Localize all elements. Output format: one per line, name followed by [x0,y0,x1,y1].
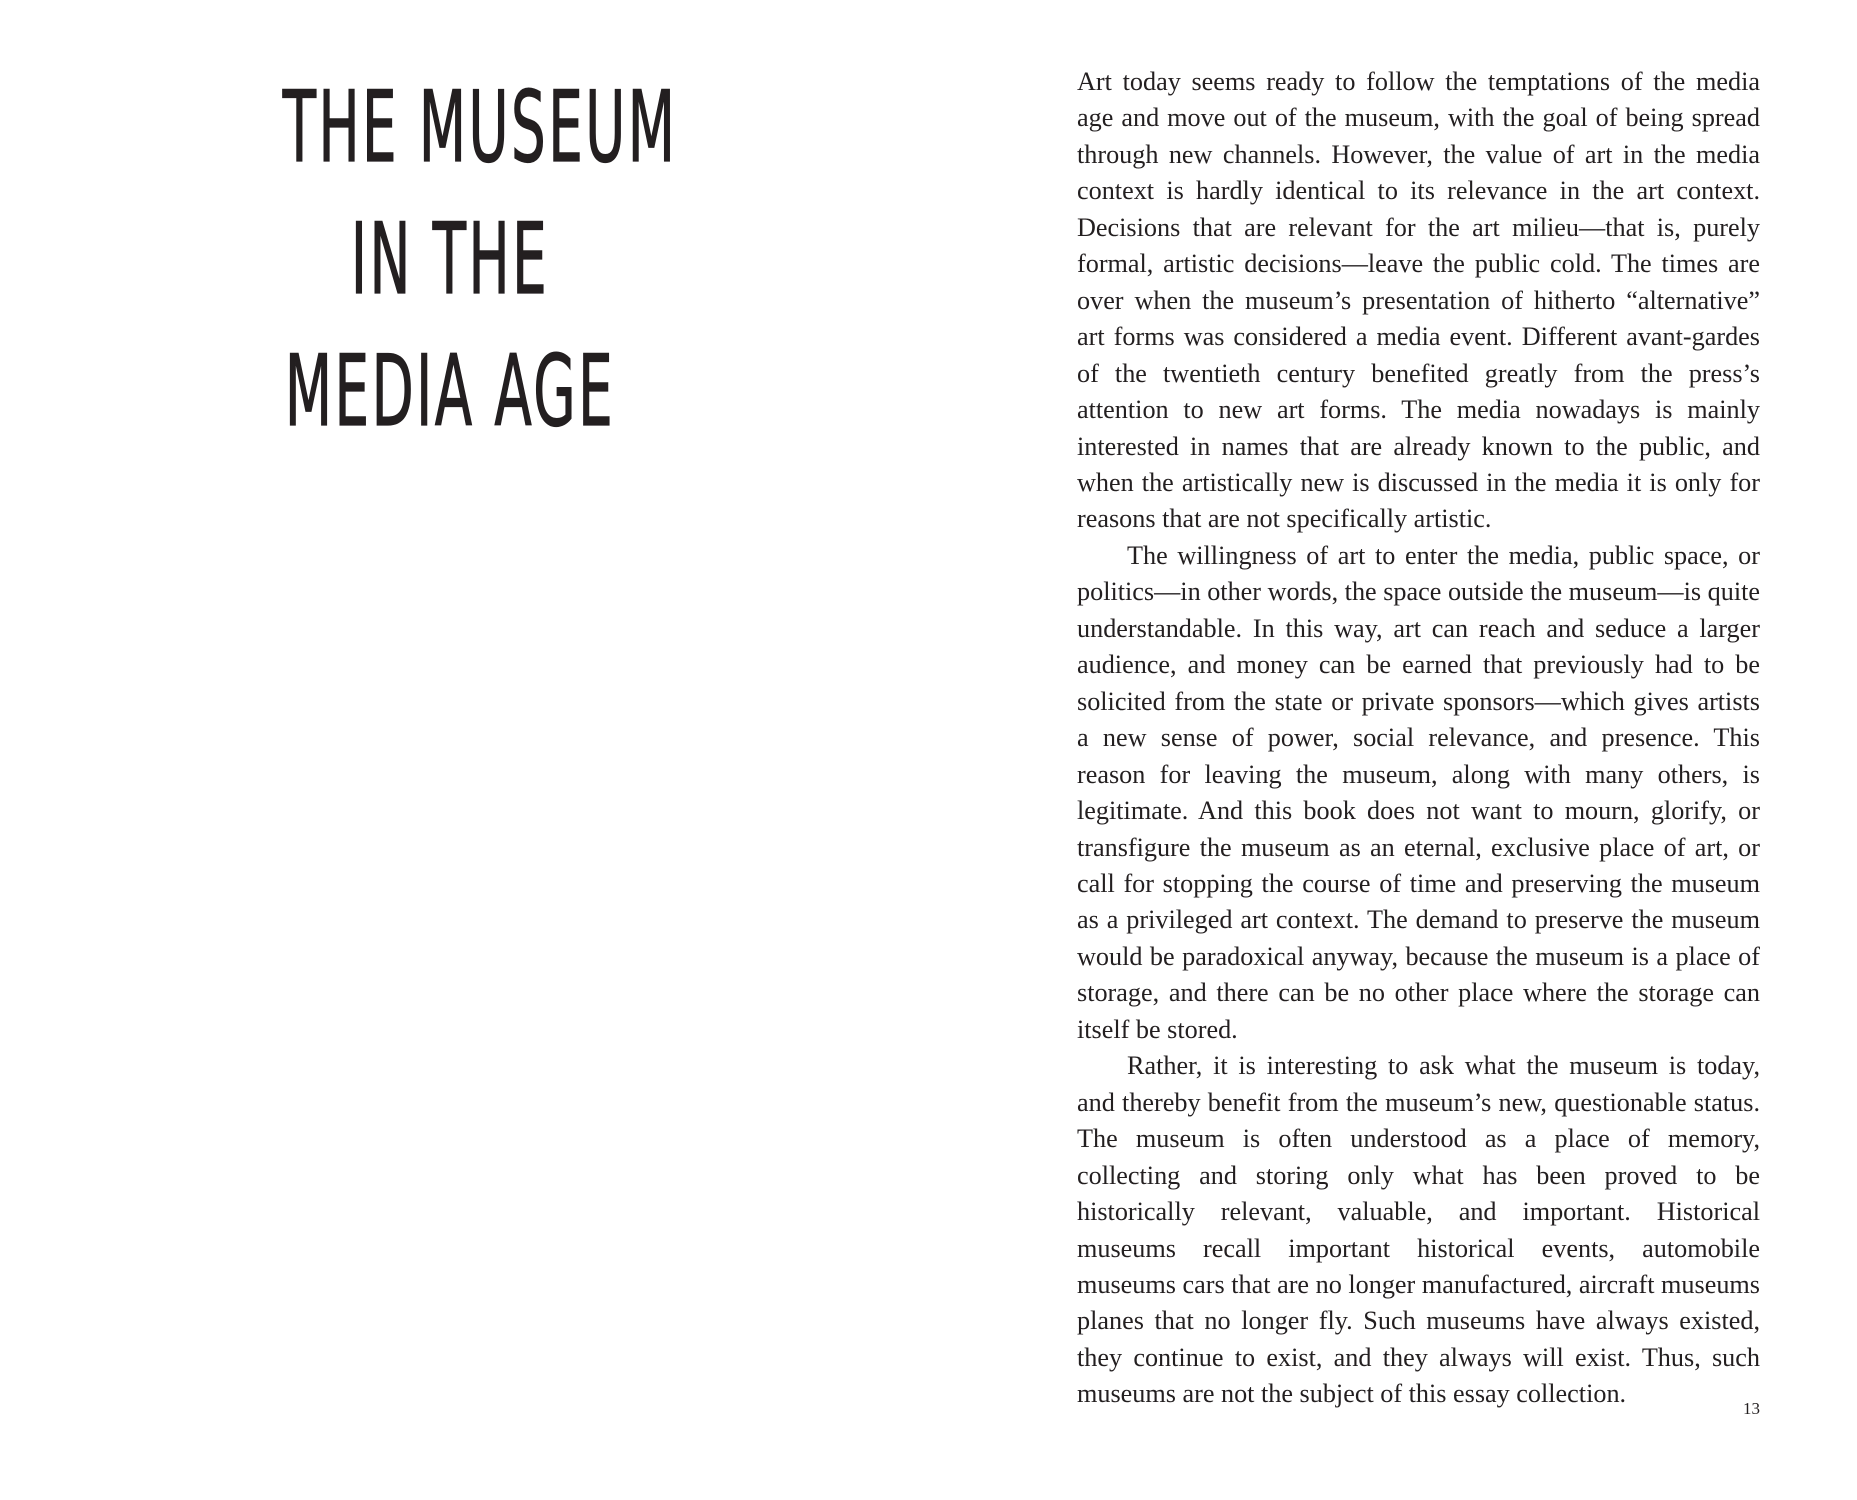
page-number: 13 [1743,1399,1760,1418]
chapter-title-line-2: IN THE [350,203,550,317]
paragraph-1: Art today seems ready to follow the temptations of the media age and move out of the museum, with the goal of being spread through new channels. However, the value of art in the media context is hardly identical to its relevance in the art context. Decisions that are relevant for the art milieu—that is, purely formal, artistic decisions—leave the public cold. The times are over when the museum’s presentation of hitherto “alternative” art forms was considered a media event. Different avant-gardes of the twentieth century benefited greatly from the press’s attention to new art forms. The media nowadays is mainly interested in names that are already known to the public, and when the artistically new is discussed in the media it is only for reasons that are not specifically artistic. [1077,67,1760,534]
paragraph-3: Rather, it is interesting to ask what the museum is today, and thereby benefit from the museum’s new, questionable status. The museum is often understood as a place of memory, collecting and storing only what has been proved to be historically relevant, valuable, and important. Historical museums recall important historical events, automobile museums cars that are no longer manufactured, aircraft museums planes that no longer fly. Such museums have always existed, they continue to exist, and they always will exist. Thus, such museums are not the subject of this essay collection. [1077,1051,1760,1409]
body-text [1077,64,1760,1413]
chapter-title-line-3: MEDIA AGE [284,335,616,449]
chapter-title [180,62,720,458]
chapter-title-line-1: THE MUSEUM [282,71,678,185]
paragraph-2: The willingness of art to enter the media, public space, or politics—in other words, the space outside the museum—is quite understandable. In this way, art can reach and seduce a larger audience, and money can be earned that previously had to be solicited from the state or private sponsors—which gives artists a new sense of power, social relevance, and presence. This reason for leaving the museum, along with many others, is legitimate. And this book does not want to mourn, glorify, or transfigure the museum as an eternal, exclusive place of art, or call for stopping the course of time and preserving the museum as a privileged art context. The demand to preserve the museum would be paradoxical anyway, because the museum is a place of storage, and there can be no other place where the storage can itself be stored. [1077,540,1760,1044]
